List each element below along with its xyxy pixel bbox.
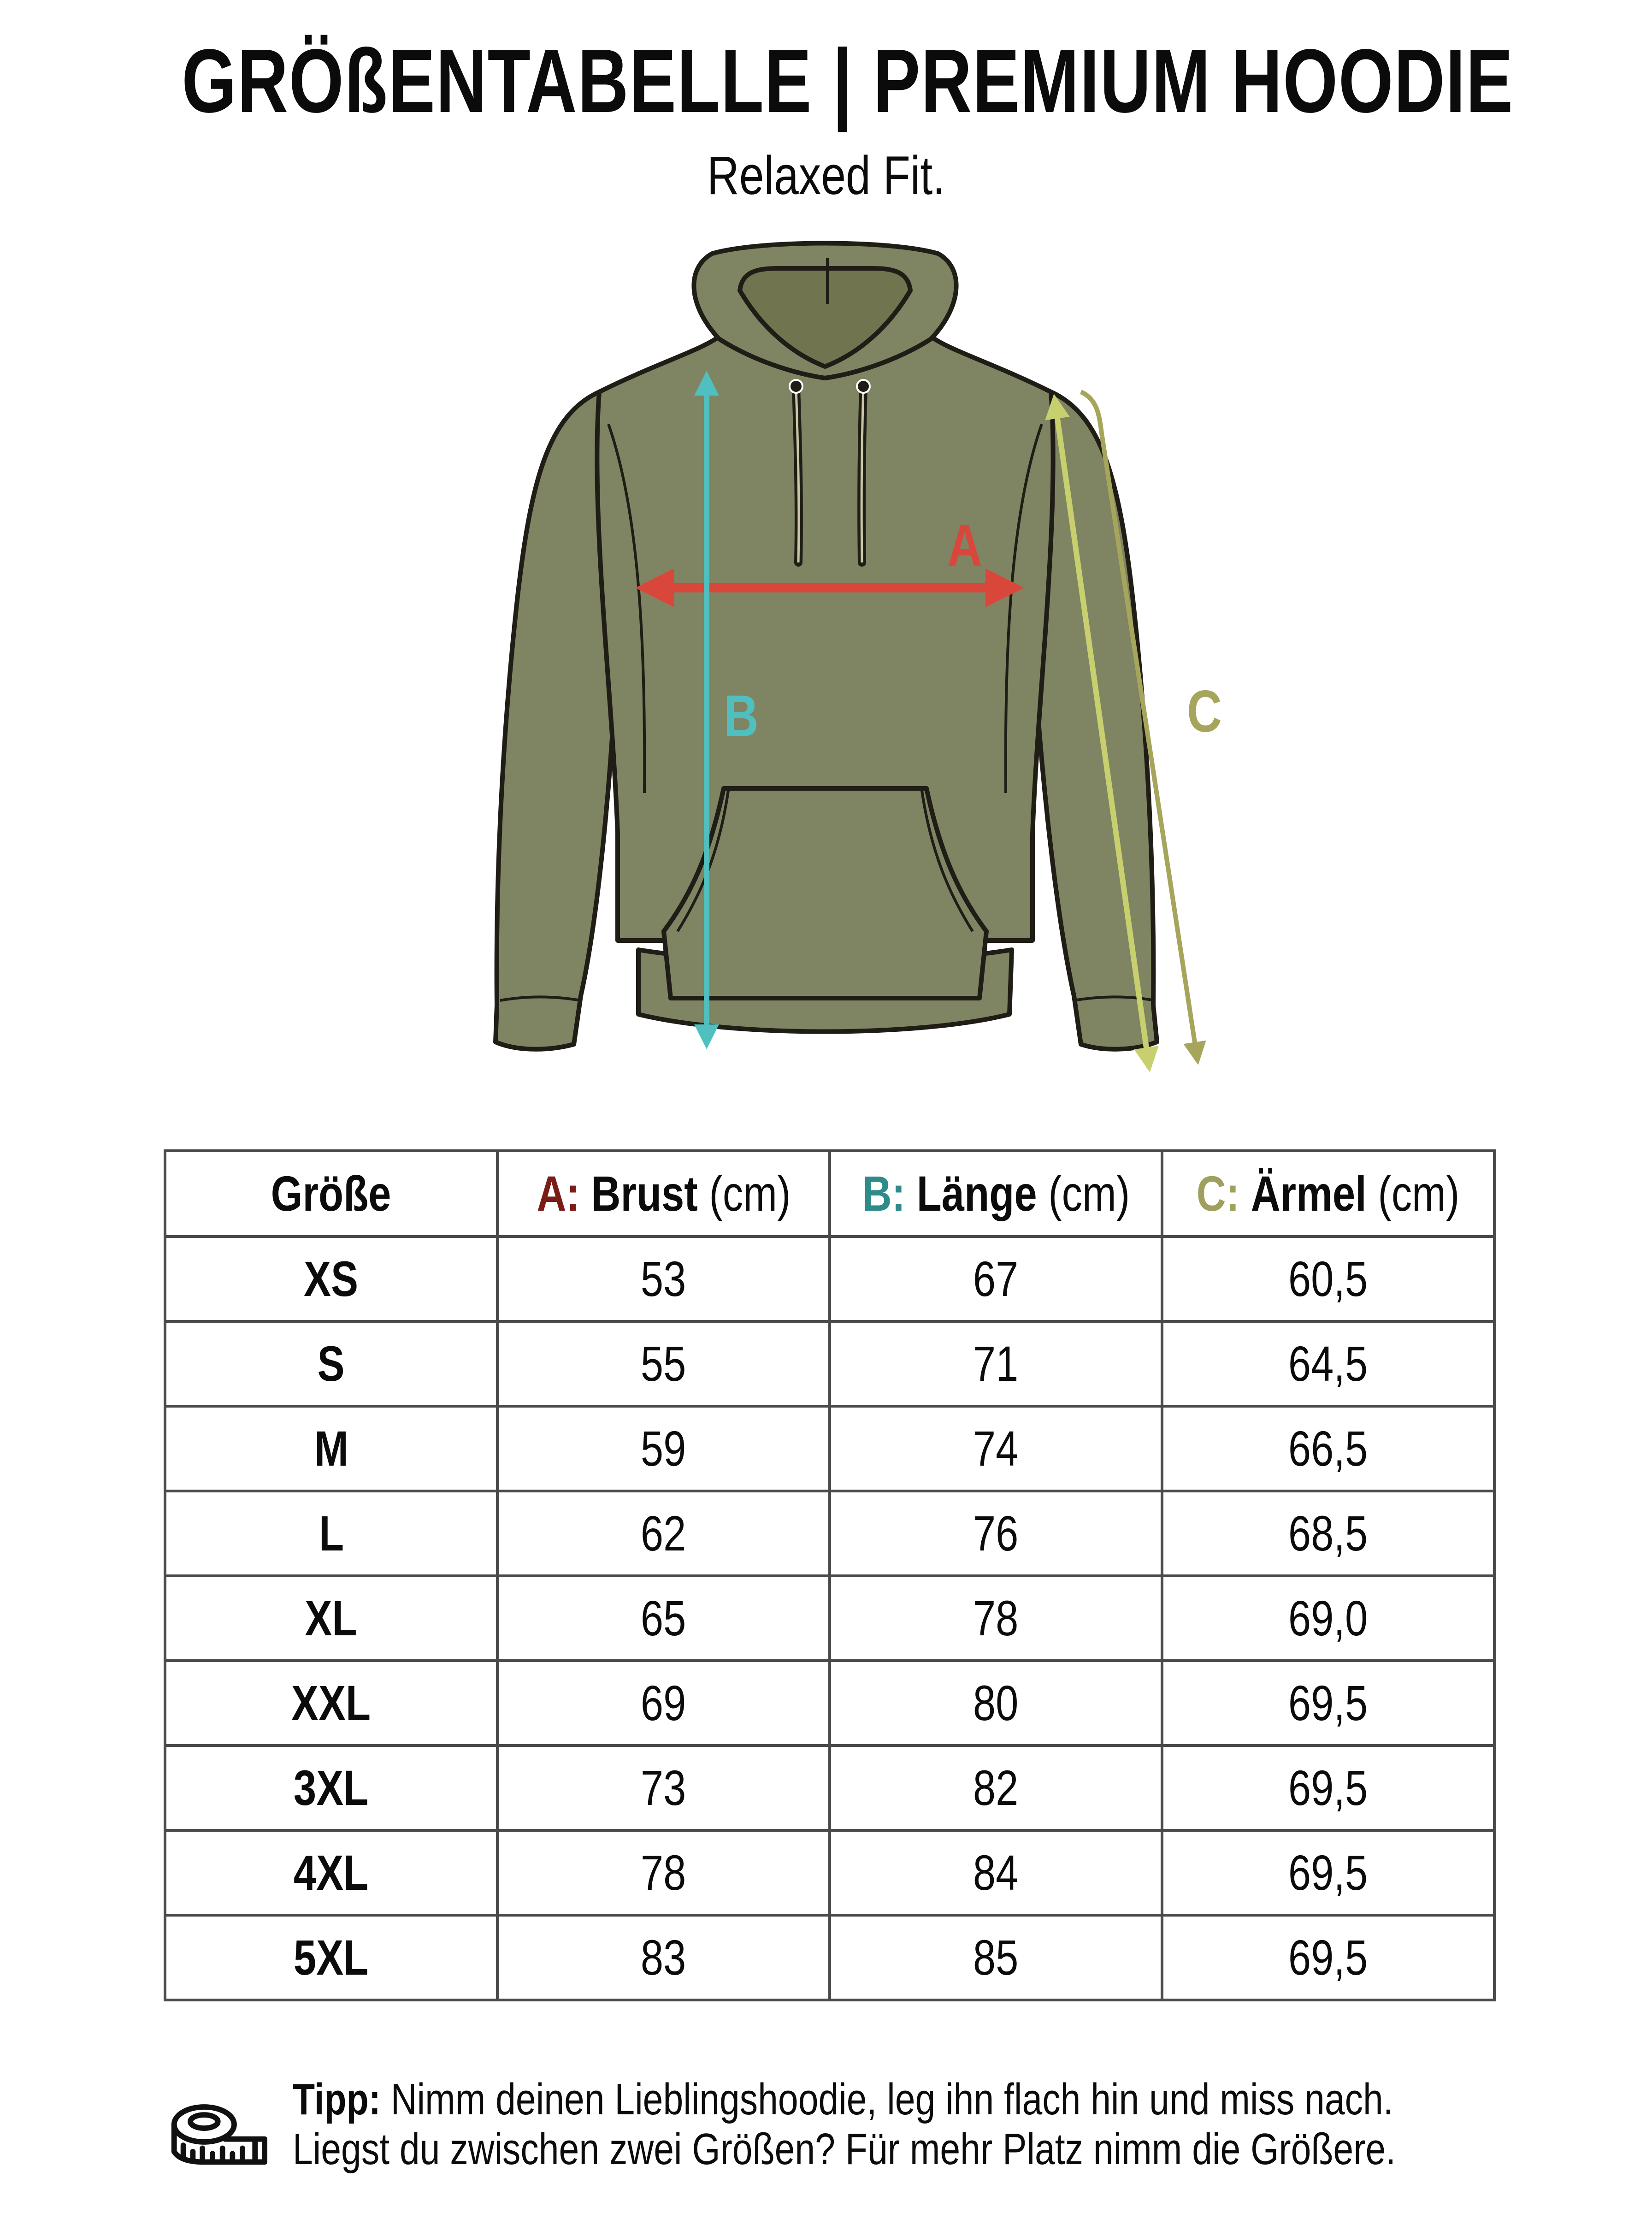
header-aermel: C: Ärmel (cm) xyxy=(1162,1151,1494,1237)
hoodie-illustration xyxy=(0,240,1652,1106)
laenge-cell: 80 xyxy=(830,1661,1162,1746)
header-letter-a: A: xyxy=(537,1166,580,1221)
size-cell: XS xyxy=(165,1237,497,1321)
table-row xyxy=(165,1576,1494,1661)
aermel-cell: 68,5 xyxy=(1162,1491,1494,1576)
brust-cell: 53 xyxy=(497,1237,830,1321)
size-cell: L xyxy=(165,1491,497,1576)
aermel-cell: 69,5 xyxy=(1162,1915,1494,2000)
aermel-cell: 69,5 xyxy=(1162,1661,1494,1746)
brust-cell: 69 xyxy=(497,1661,830,1746)
header-letter-c: C: xyxy=(1197,1166,1240,1221)
aermel-cell: 69,5 xyxy=(1162,1746,1494,1830)
size-cell: 5XL xyxy=(165,1915,497,2000)
tip-text xyxy=(293,2075,1396,2174)
aermel-cell: 69,5 xyxy=(1162,1830,1494,1915)
laenge-cell: 84 xyxy=(830,1830,1162,1915)
brust-cell: 73 xyxy=(497,1746,830,1830)
grommet xyxy=(790,380,802,393)
aermel-cell: 64,5 xyxy=(1162,1321,1494,1406)
table-row xyxy=(165,1237,1494,1321)
hoodie-diagram xyxy=(0,240,1652,1106)
measure-a-label: A xyxy=(947,513,982,579)
laenge-cell: 82 xyxy=(830,1746,1162,1830)
header-brust: A: Brust (cm) xyxy=(497,1151,830,1237)
brust-cell: 65 xyxy=(497,1576,830,1661)
table-row xyxy=(165,1321,1494,1406)
size-cell: S xyxy=(165,1321,497,1406)
table-row xyxy=(165,1491,1494,1576)
header-laenge: B: Länge (cm) xyxy=(830,1151,1162,1237)
brust-cell: 55 xyxy=(497,1321,830,1406)
laenge-cell: 67 xyxy=(830,1237,1162,1321)
tip-label: Tipp: xyxy=(293,2075,381,2124)
table-row xyxy=(165,1661,1494,1746)
size-cell: M xyxy=(165,1406,497,1491)
table-row xyxy=(165,1406,1494,1491)
measure-b-label: B xyxy=(724,683,759,749)
measure-c-label: C xyxy=(1187,679,1222,745)
grommet xyxy=(857,380,870,393)
tape-measure-icon xyxy=(161,2085,272,2172)
laenge-cell: 78 xyxy=(830,1576,1162,1661)
page-subtitle: Relaxed Fit. xyxy=(707,145,945,206)
brust-cell: 83 xyxy=(497,1915,830,2000)
laenge-cell: 74 xyxy=(830,1406,1162,1491)
laenge-cell: 76 xyxy=(830,1491,1162,1576)
size-table xyxy=(164,1149,1496,2001)
size-cell: 3XL xyxy=(165,1746,497,1830)
table-row xyxy=(165,1746,1494,1830)
tip-section xyxy=(161,2075,1521,2176)
laenge-cell: 85 xyxy=(830,1915,1162,2000)
brust-cell: 78 xyxy=(497,1830,830,1915)
size-cell: XXL xyxy=(165,1661,497,1746)
tip-line-1: Tipp: Nimm deinen Lieblingshoodie, leg ihn flach hin und miss nach. xyxy=(293,2075,1393,2124)
brust-cell: 62 xyxy=(497,1491,830,1576)
header-letter-b: B: xyxy=(862,1166,905,1221)
table-row xyxy=(165,1830,1494,1915)
table-header-row xyxy=(165,1151,1494,1237)
laenge-cell: 71 xyxy=(830,1321,1162,1406)
size-cell: XL xyxy=(165,1576,497,1661)
header-size: Größe xyxy=(165,1151,497,1237)
aermel-cell: 66,5 xyxy=(1162,1406,1494,1491)
tip-line-2: Liegst du zwischen zwei Größen? Für mehr Platz nimm die Größere. xyxy=(293,2124,1396,2174)
aermel-cell: 69,0 xyxy=(1162,1576,1494,1661)
table-row xyxy=(165,1915,1494,2000)
size-cell: 4XL xyxy=(165,1830,497,1915)
page-title: GRÖßENTABELLE | PREMIUM HOODIE xyxy=(182,30,1514,131)
aermel-cell: 60,5 xyxy=(1162,1237,1494,1321)
brust-cell: 59 xyxy=(497,1406,830,1491)
